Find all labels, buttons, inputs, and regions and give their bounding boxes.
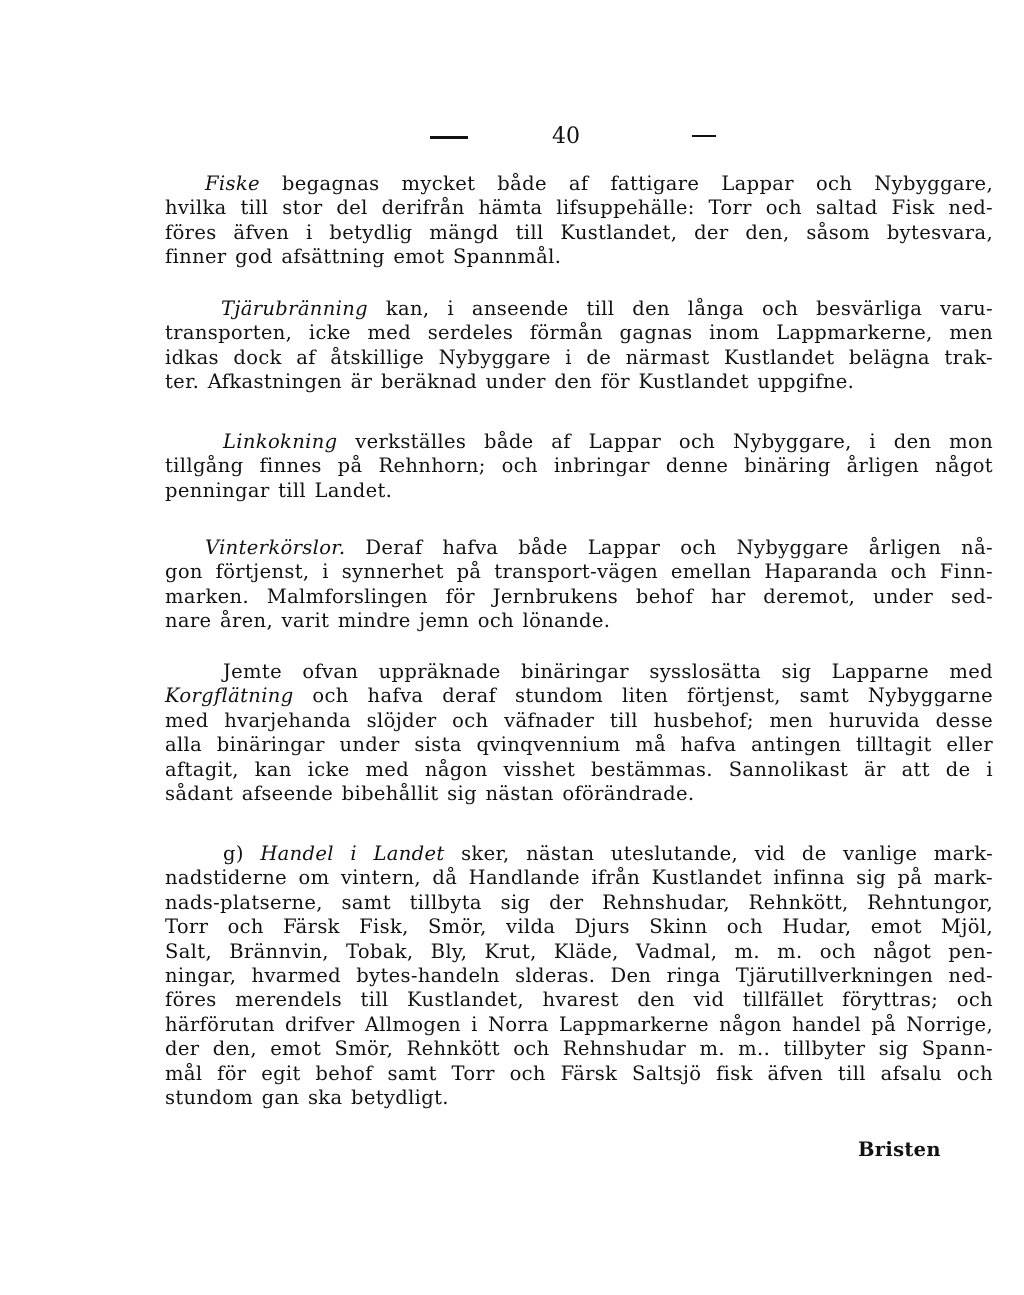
text-line: alla binäringar under sista qvinqvennium må hafva antingen tilltagit eller [165, 733, 993, 757]
text-line: nads-platserne, samt tillbyta sig der Rehnshudar, Rehnkött, Rehntungor, [165, 890, 993, 914]
text-line: g) Handel i Landet sker, nästan uteslutande, vid de vanlige mark- [223, 842, 994, 865]
paragraph-vinterkorslor [165, 536, 993, 634]
text-line: nare åren, varit mindre jemn och lönande. [165, 609, 611, 633]
paragraph-lead: Handel i Landet [260, 842, 445, 865]
text-line: Linkokning verkställes både af Lappar och Nybyggare, i den mon [223, 430, 993, 453]
text-line: hvilka till stor del derifrån hämta lifsuppehälle: Torr och saltad Fisk ned- [165, 196, 993, 220]
text-line: med hvarjehanda slöjder och väfnader till husbehof; men huruvida desse [165, 708, 993, 732]
paragraph-linkokning [165, 430, 993, 503]
page-number: 40 [552, 124, 580, 149]
text-line: gon förtjenst, i synnerhet på transport-vägen emellan Haparanda och Finn- [165, 560, 993, 584]
paragraph-lead: Tjärubränning [221, 297, 368, 320]
text-line: finner god afsättning emot Spannmål. [165, 245, 562, 269]
text-line: Korgflätning och hafva deraf stundom liten förtjenst, samt Nybyggarne [165, 684, 993, 708]
text-line: tillgång finnes på Rehnhorn; och inbringar denne binäring årligen något [165, 454, 993, 478]
paragraph-marker: g) [223, 842, 261, 865]
paragraph-lead: Vinterkörslor. [205, 536, 346, 559]
text-line: föres merendels till Kustlandet, hvarest den vid tillfället föryttras; och [165, 988, 993, 1012]
paragraph-lead: Linkokning [223, 430, 338, 453]
text-line: föres äfven i betydlig mängd till Kustlandet, der den, såsom bytesvara, [165, 220, 993, 244]
paragraph-lead: Fiske [205, 172, 260, 195]
text-line: härförutan drifver Allmogen i Norra Lappmarkerne någon handel på Norrige, [165, 1012, 993, 1036]
catchword: Bristen [858, 1138, 941, 1161]
paragraph-fiske [165, 172, 993, 270]
paragraph-lead: Korgflätning [165, 684, 294, 708]
text-line: der den, emot Smör, Rehnkött och Rehnshudar m. m.. tillbyter sig Spann- [165, 1037, 993, 1061]
text-line: transporten, icke med serdeles förmån gagnas inom Lappmarkerne, men [165, 321, 993, 345]
text-line: Tjärubränning kan, i anseende till den långa och besvärliga varu- [221, 297, 993, 320]
text-line: sådant afseende bibehållit sig nästan oförändrade. [165, 781, 695, 805]
text-line: Vinterkörslor. Deraf hafva både Lappar och Nybyggare årligen nå- [205, 536, 993, 559]
text-line: idkas dock af åtskillige Nybyggare i de närmast Kustlandet belägna trak- [165, 345, 993, 369]
text-line: Fiske begagnas mycket både af fattigare Lappar och Nybyggare, [205, 172, 993, 195]
text-line: mål för egit behof samt Torr och Färsk Saltsjö fisk äfven till afsalu och [165, 1061, 993, 1085]
text-line: Salt, Brännvin, Tobak, Bly, Krut, Kläde, Vadmal, m. m. och något pen- [165, 939, 993, 963]
text-line: Jemte ofvan uppräknade binäringar sysslosätta sig Lapparne med [223, 660, 993, 683]
text-line: ter. Afkastningen är beräknad under den för Kustlandet uppgifne. [165, 370, 855, 394]
text-line: ningar, hvarmed bytes-handeln slderas. Den ringa Tjärutillverkningen ned- [165, 963, 993, 987]
paragraph-korgflatning [165, 660, 993, 806]
header-dash-left [430, 136, 468, 139]
text-line: aftagit, kan icke med någon visshet bestämmas. Sannolikast är att de i [165, 757, 993, 781]
text-line: penningar till Landet. [165, 478, 393, 502]
text-line: Torr och Färsk Fisk, Smör, vilda Djurs Skinn och Hudar, emot Mjöl, [165, 915, 993, 939]
paragraph-handel [165, 842, 993, 1110]
text-line: stundom gan ska betydligt. [165, 1085, 449, 1109]
paragraph-tjarubranning [165, 297, 993, 395]
page-header [430, 125, 730, 149]
header-dash-right [692, 135, 716, 137]
text-line: nadstiderne om vintern, då Handlande ifrån Kustlandet infinna sig på mark- [165, 866, 993, 890]
text-line: marken. Malmforslingen för Jernbrukens behof har deremot, under sed- [165, 584, 993, 608]
